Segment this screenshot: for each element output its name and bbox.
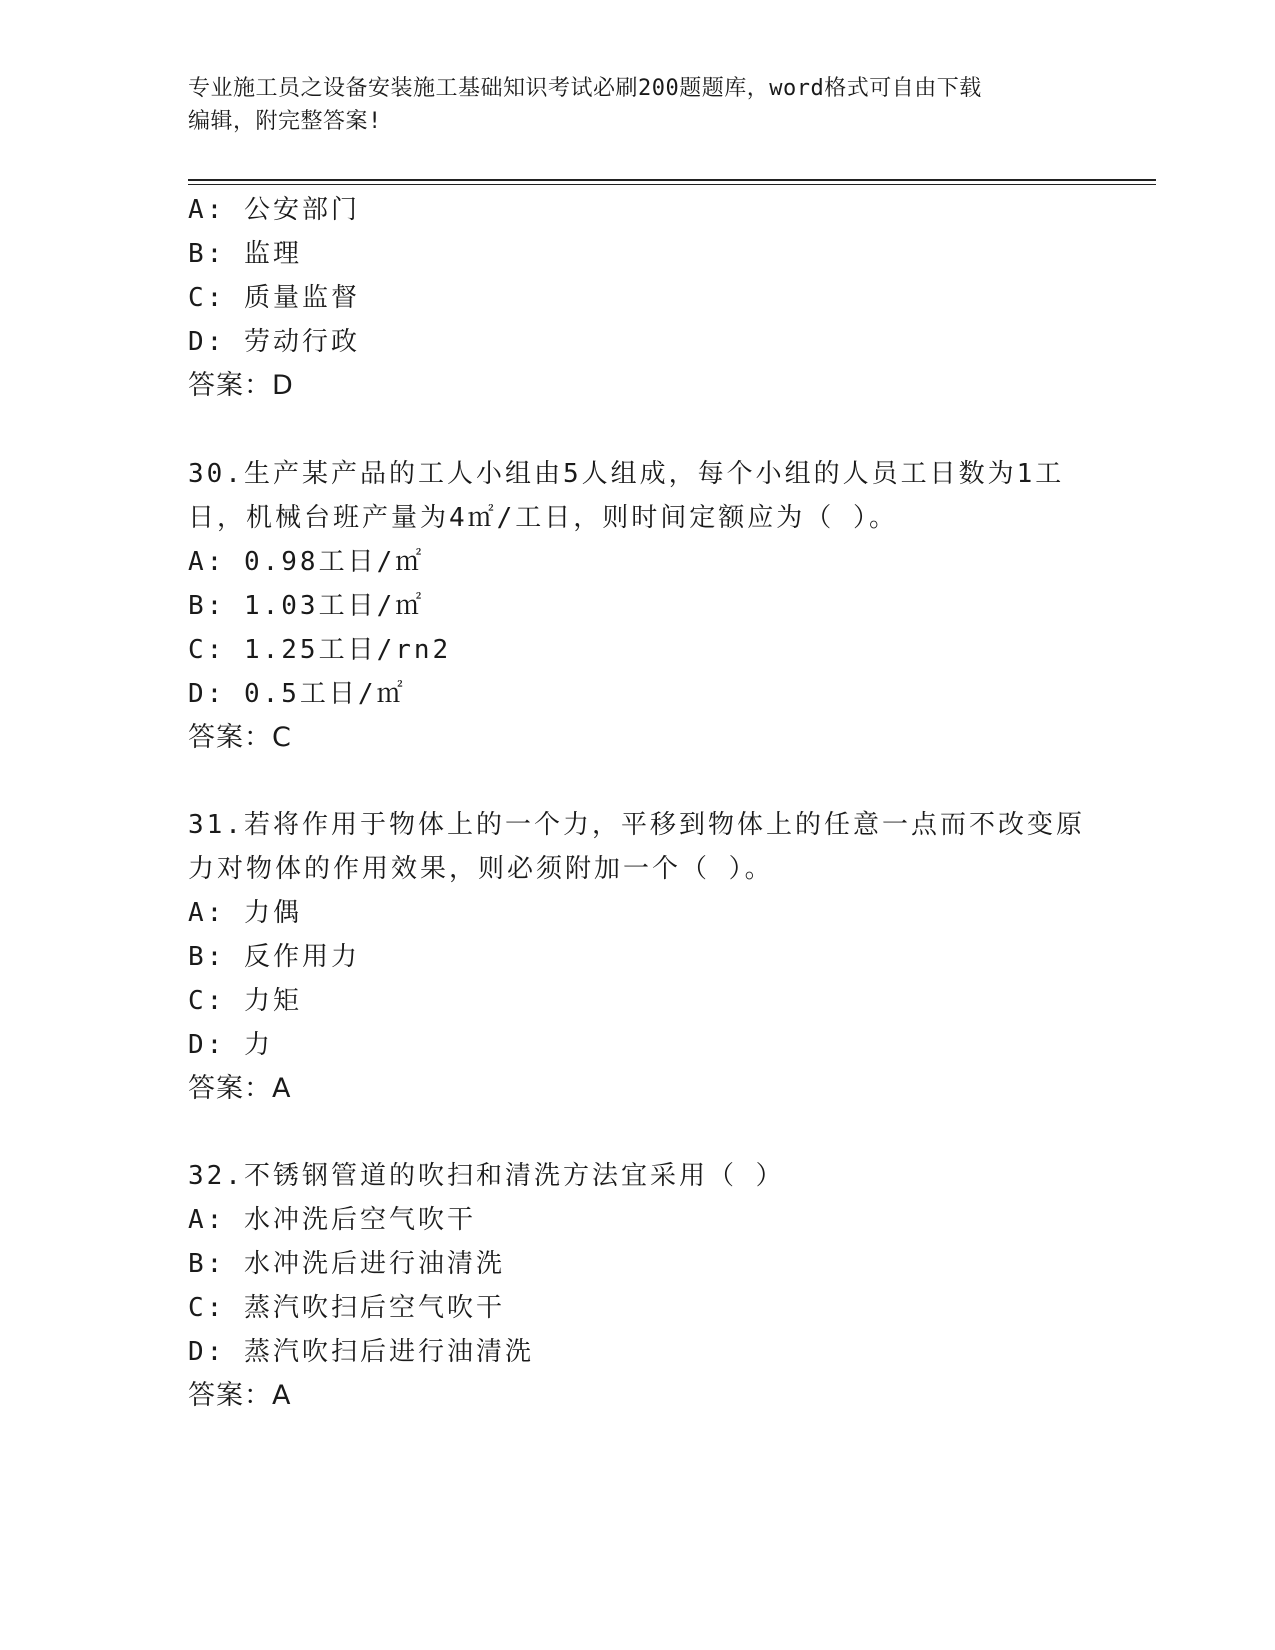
q30-option-d: D: 0.5工日/㎡	[188, 679, 406, 709]
q29-option-d: D: 劳动行政	[188, 327, 360, 357]
q32-option-a: A: 水冲洗后空气吹干	[188, 1205, 476, 1235]
header-divider-thick	[188, 179, 1156, 181]
page-header	[188, 72, 1068, 138]
q31-option-c: C: 力矩	[188, 986, 302, 1016]
q30-option-b: B: 1.03工日/㎡	[188, 591, 425, 621]
q31-option-b: B: 反作用力	[188, 942, 360, 972]
q30-stem-line-1: 30.生产某产品的工人小组由5人组成，每个小组的人员工日数为1工	[188, 459, 1065, 489]
q30-option-a: A: 0.98工日/㎡	[188, 547, 425, 577]
q32-answer: 答案：A	[188, 1380, 292, 1411]
q30-option-c: C: 1.25工日/rn2	[188, 635, 452, 665]
q32-option-c: C: 蒸汽吹扫后空气吹干	[188, 1293, 505, 1323]
q32-option-b: B: 水冲洗后进行油清洗	[188, 1249, 505, 1279]
q31-stem-line-2: 力对物体的作用效果，则必须附加一个（ ）。	[188, 854, 774, 884]
header-divider-thin	[188, 184, 1156, 185]
q31-option-d: D: 力	[188, 1030, 273, 1060]
q30-stem-line-2: 日，机械台班产量为4㎡/工日，则时间定额应为（ ）。	[188, 503, 898, 533]
q29-option-c: C: 质量监督	[188, 283, 360, 313]
q31-answer: 答案：A	[188, 1073, 292, 1104]
q32-option-d: D: 蒸汽吹扫后进行油清洗	[188, 1337, 534, 1367]
q29-answer: 答案：D	[188, 370, 294, 401]
q30-answer: 答案：C	[188, 722, 292, 753]
q29-option-b: B: 监理	[188, 239, 302, 269]
q29-option-a: A: 公安部门	[188, 195, 360, 225]
q31-stem-line-1: 31.若将作用于物体上的一个力，平移到物体上的任意一点而不改变原	[188, 810, 1085, 840]
q31-option-a: A: 力偶	[188, 898, 302, 928]
header-title-line-1: 专业施工员之设备安装施工基础知识考试必刷200题题库，word格式可自由下载	[188, 76, 982, 101]
q32-stem-line-1: 32.不锈钢管道的吹扫和清洗方法宜采用（ ）	[188, 1161, 785, 1191]
header-title-line-2: 编辑，附完整答案!	[188, 109, 382, 134]
